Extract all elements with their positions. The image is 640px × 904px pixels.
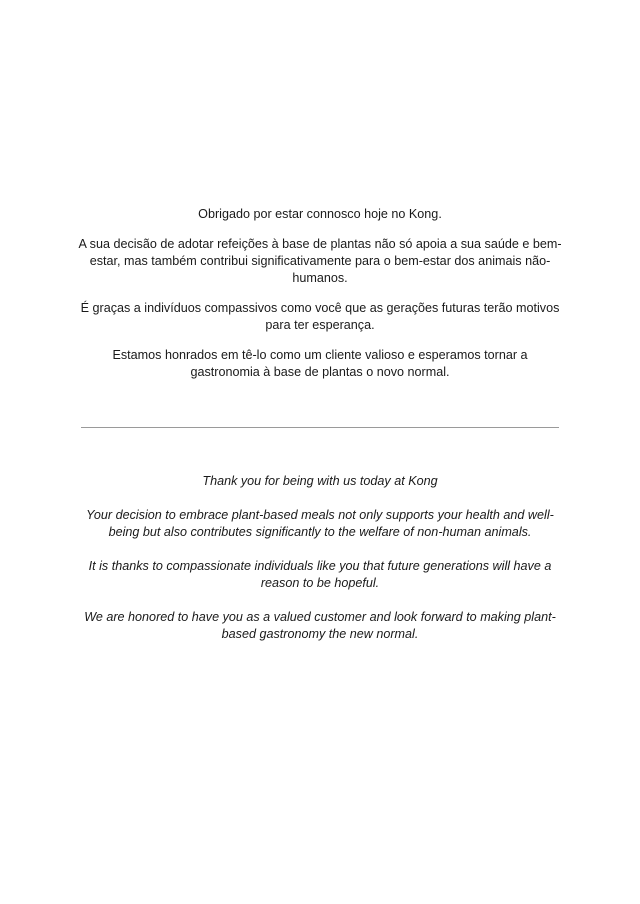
en-thanks-line: Thank you for being with us today at Kong: [202, 474, 438, 488]
pt-thanks-line: Obrigado por estar connosco hoje no Kong.: [198, 207, 442, 221]
portuguese-message: [78, 206, 562, 394]
pt-decision-paragraph: A sua decisão de adotar refeições à base de plantas não só apoia a sua saúde e bem-estar, mas também contribui significativamente para o bem-estar dos animais não-humanos.: [78, 237, 562, 285]
pt-honored-paragraph: Estamos honrados em tê-lo como um cliente valioso e esperamos tornar a gastronomia à base de plantas o novo normal.: [112, 348, 528, 379]
section-divider: [81, 427, 559, 428]
en-decision-paragraph: Your decision to embrace plant-based meals not only supports your health and well-being but also contributes significantly to the welfare of non-human animals.: [86, 508, 554, 539]
en-compassion-paragraph: It is thanks to compassionate individuals like you that future generations will have a reason to be hopeful.: [88, 559, 552, 590]
en-honored-paragraph: We are honored to have you as a valued customer and look forward to making plant-based gastronomy the new normal.: [84, 610, 556, 641]
pt-compassion-paragraph: É graças a indivíduos compassivos como você que as gerações futuras terão motivos para ter esperança.: [80, 301, 560, 332]
english-message: [78, 473, 562, 660]
